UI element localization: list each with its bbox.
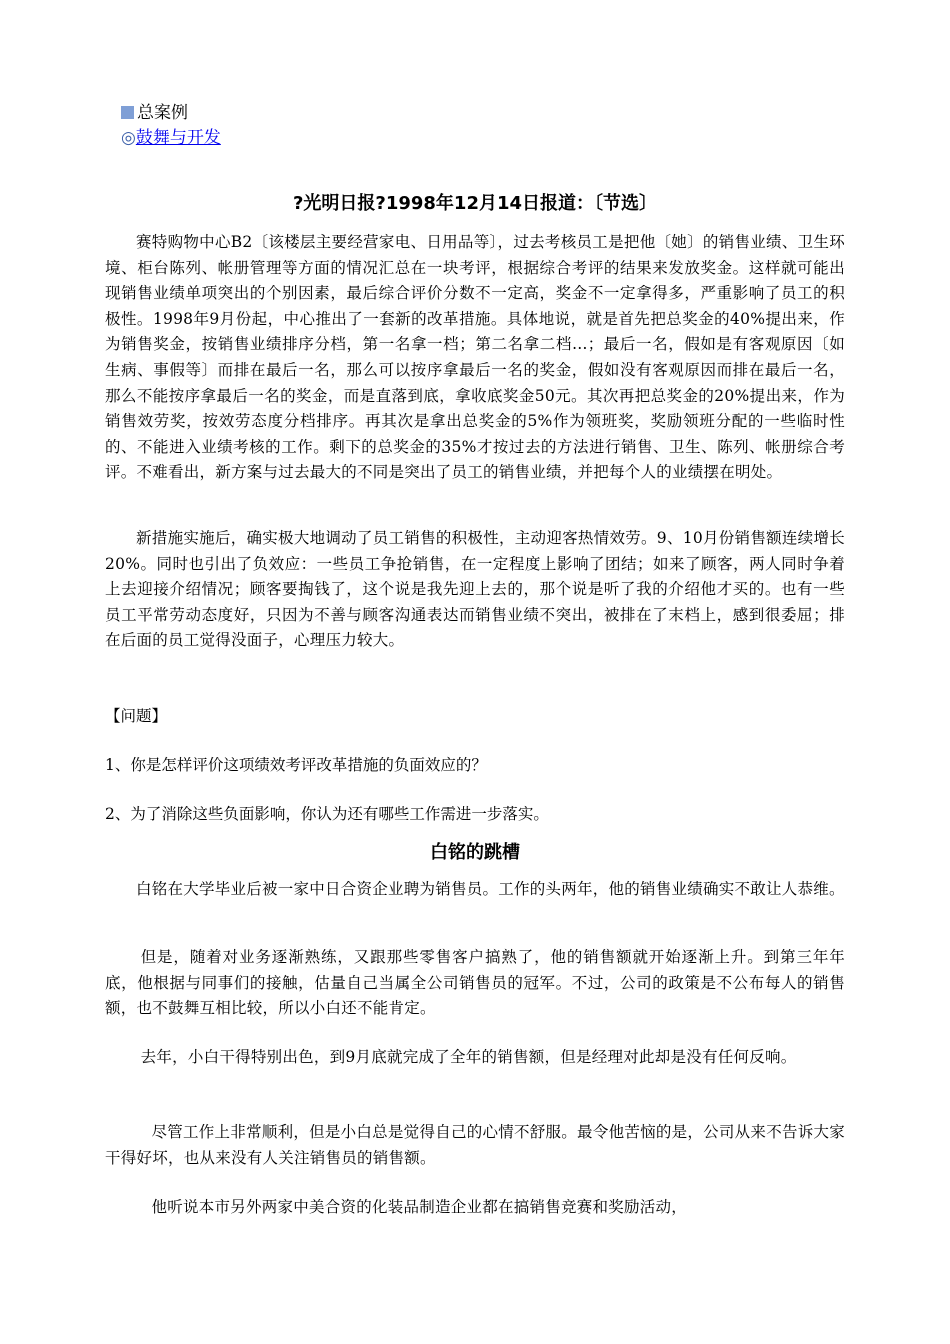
category-line [121,102,188,124]
encourage-develop-link[interactable]: 鼓舞与开发 [135,128,221,148]
article2-paragraph-3: 去年，小白干得特别出色，到9月底就完成了全年的销售额，但是经理对此却是没有任何反响。 [140,1048,797,1066]
square-bullet-icon [121,106,134,119]
link-line [121,127,221,149]
circle-bullet-icon: ◎ [121,128,136,148]
questions-heading: 【问题】 [105,707,168,725]
article2-title: 白铭的跳槽 [430,842,520,863]
question-2: 2、为了消除这些负面影响，你认为还有哪些工作需进一步落实。 [105,805,549,823]
category-label: 总案例 [137,103,188,123]
article1-paragraph-1: 赛特购物中心B2〔该楼层主要经营家电、日用品等〕，过去考核员工是把他〔她〕的销售业绩、卫生环境、柜台陈列、帐册管理等方面的情况汇总在一块考评，根据综合考评的结果来发放奖金。这样就可能出现销售业绩单项突出的个别因素，最后综合评价分数不一定高，奖金不一定拿得多，严重影响了员工的积极性。1998年9月份起，中心推出了一套新的改革措施。具体地说，就是首先把总奖金的40%提出来，作为销售奖金，按销售业绩排序分档，第一名拿一档；第二名拿二档…；最后一名，假如是有客观原因〔如生病、事假等〕而排在最后一名，那么可以按序拿最后一名的奖金，假如没有客观原因而排在最后一名，那么不能按序拿最后一名的奖金，而是直落到底，拿收底奖金50元。其次再把总奖金的20%提出来，作为销售效劳奖，按效劳态度分档排序。再其次是拿出总奖金的5%作为领班奖，奖励领班分配的一些临时性的、不能进入业绩考核的工作。剩下的总奖金的35%才按过去的方法进行销售、卫生、陈列、帐册综合考评。不难看出，新方案与过去最大的不同是突出了员工的销售业绩，并把每个人的业绩摆在明处。 [105,233,845,482]
question-1: 1、你是怎样评价这项绩效考评改革措施的负面效应的？ [105,756,487,774]
article2-paragraph-1: 白铭在大学毕业后被一家中日合资企业聘为销售员。工作的头两年，他的销售业绩确实不敢让人恭维。 [136,880,845,898]
article1-paragraph-2: 新措施实施后，确实极大地调动了员工销售的积极性，主动迎客热情效劳。9、10月份销售额连续增长20%。同时也引出了负效应：一些员工争抢销售，在一定程度上影响了团结；如来了顾客，两人同时争着上去迎接介绍情况；顾客要掏钱了，这个说是我先迎上去的，那个说是听了我的介绍他才买的。也有一些员工平常劳动态度好，只因为不善与顾客沟通表达而销售业绩不突出，被排在了末档上，感到很委屈；排在后面的员工觉得没面子，心理压力较大。 [105,529,845,650]
article1-title: ?光明日报?1998年12月14日报道：〔节选〕 [292,193,658,214]
article2-paragraph-2: 但是，随着对业务逐渐熟练，又跟那些零售客户搞熟了，他的销售额就开始逐渐上升。到第三年年底，他根据与同事们的接触，估量自己当属全公司销售员的冠军。不过，公司的政策是不公布每人的销售额，也不鼓舞互相比较，所以小白还不能肯定。 [105,948,845,1018]
article2-paragraph-5: 他听说本市另外两家中美合资的化装品制造企业都在搞销售竞赛和奖励活动， [151,1198,688,1216]
article2-paragraph-4: 尽管工作上非常顺利，但是小白总是觉得自己的心情不舒服。最令他苦恼的是，公司从来不告诉大家干得好坏，也从来没有人关注销售员的销售额。 [105,1123,845,1167]
